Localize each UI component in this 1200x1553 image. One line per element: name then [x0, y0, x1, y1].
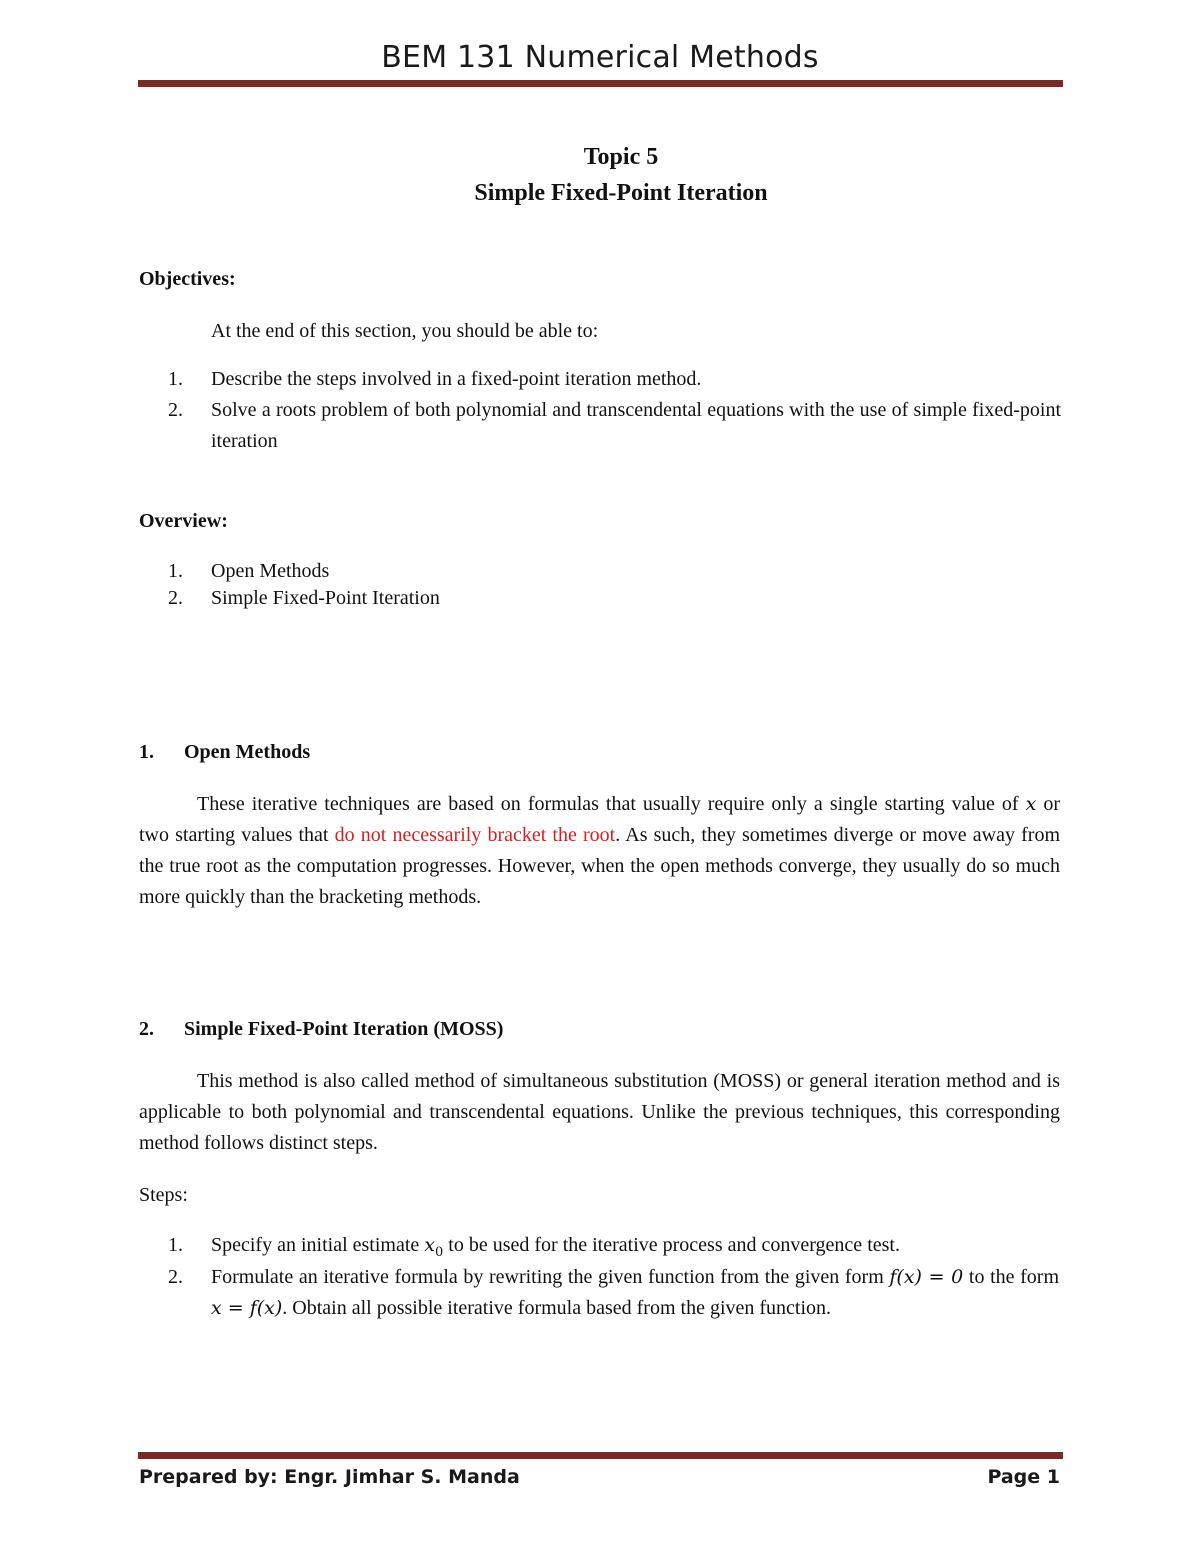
open-methods-paragraph [139, 789, 1060, 913]
math-equation: x = f(x) [211, 1297, 283, 1319]
overview-item: Simple Fixed-Point Iteration [211, 587, 440, 609]
overview-item: Open Methods [211, 560, 330, 582]
step-text: to the form [963, 1266, 1059, 1288]
overview-number: 1. [168, 560, 183, 582]
objective-number: 2. [168, 399, 183, 421]
steps-label: Steps: [139, 1184, 188, 1206]
step-item [211, 1262, 1059, 1324]
math-subscript: 0 [435, 1245, 444, 1260]
document-header-title: BEM 131 Numerical Methods [381, 40, 819, 75]
step-text: to be used for the iterative process and convergence test. [443, 1234, 900, 1256]
section-number: 2. [139, 1018, 154, 1040]
footer-author: Prepared by: Engr. Jimhar S. Manda [139, 1466, 520, 1488]
overview-number: 2. [168, 587, 183, 609]
footer-rule [138, 1452, 1063, 1459]
math-x0: x [424, 1234, 435, 1256]
math-equation: f(x) = 0 [889, 1266, 964, 1288]
section-number: 1. [139, 741, 154, 763]
paragraph-text: These iterative techniques are based on formulas that usually require only a single starting value of [197, 793, 1026, 815]
step-number: 1. [168, 1234, 183, 1256]
variable-x: x [1025, 793, 1037, 815]
objective-number: 1. [168, 368, 183, 390]
objectives-intro: At the end of this section, you should be able to: [211, 320, 599, 342]
paragraph-text: This method is also called method of simultaneous substitution (MOSS) or general iteration method and is applicable to both polynomial and transcendental equations. Unlike the previous techniques, this corresponding method follows distinct steps. [139, 1070, 1060, 1154]
objective-item: Solve a roots problem of both polynomial and transcendental equations with the use of simple fixed-point iteration [211, 399, 1061, 452]
section-title: Simple Fixed-Point Iteration (MOSS) [184, 1018, 504, 1040]
highlighted-text: do not necessarily bracket the root [334, 824, 616, 846]
page-number: Page 1 [987, 1466, 1060, 1488]
objectives-heading: Objectives: [139, 268, 236, 290]
paragraph-text: . As such, they sometimes diverge or move away from the true root as the computation progresses. However, when the open methods converge, they usually do so much more quickly than the bracketing methods. [139, 824, 1060, 908]
overview-heading: Overview: [139, 510, 228, 532]
step-text: . Obtain all possible iterative formula based from the given function. [282, 1297, 832, 1319]
header-rule [138, 80, 1063, 87]
topic-title: Simple Fixed-Point Iteration [474, 180, 768, 206]
paragraph-text: or two starting values that [139, 793, 1061, 846]
moss-paragraph [139, 1066, 1060, 1159]
objective-item: Describe the steps involved in a fixed-point iteration method. [211, 368, 702, 390]
topic-number: Topic 5 [583, 144, 659, 170]
step-text: Formulate an iterative formula by rewriting the given function from the given form [211, 1266, 890, 1288]
step-number: 2. [168, 1266, 183, 1288]
step-text: Specify an initial estimate [211, 1234, 425, 1256]
section-title: Open Methods [184, 741, 311, 763]
